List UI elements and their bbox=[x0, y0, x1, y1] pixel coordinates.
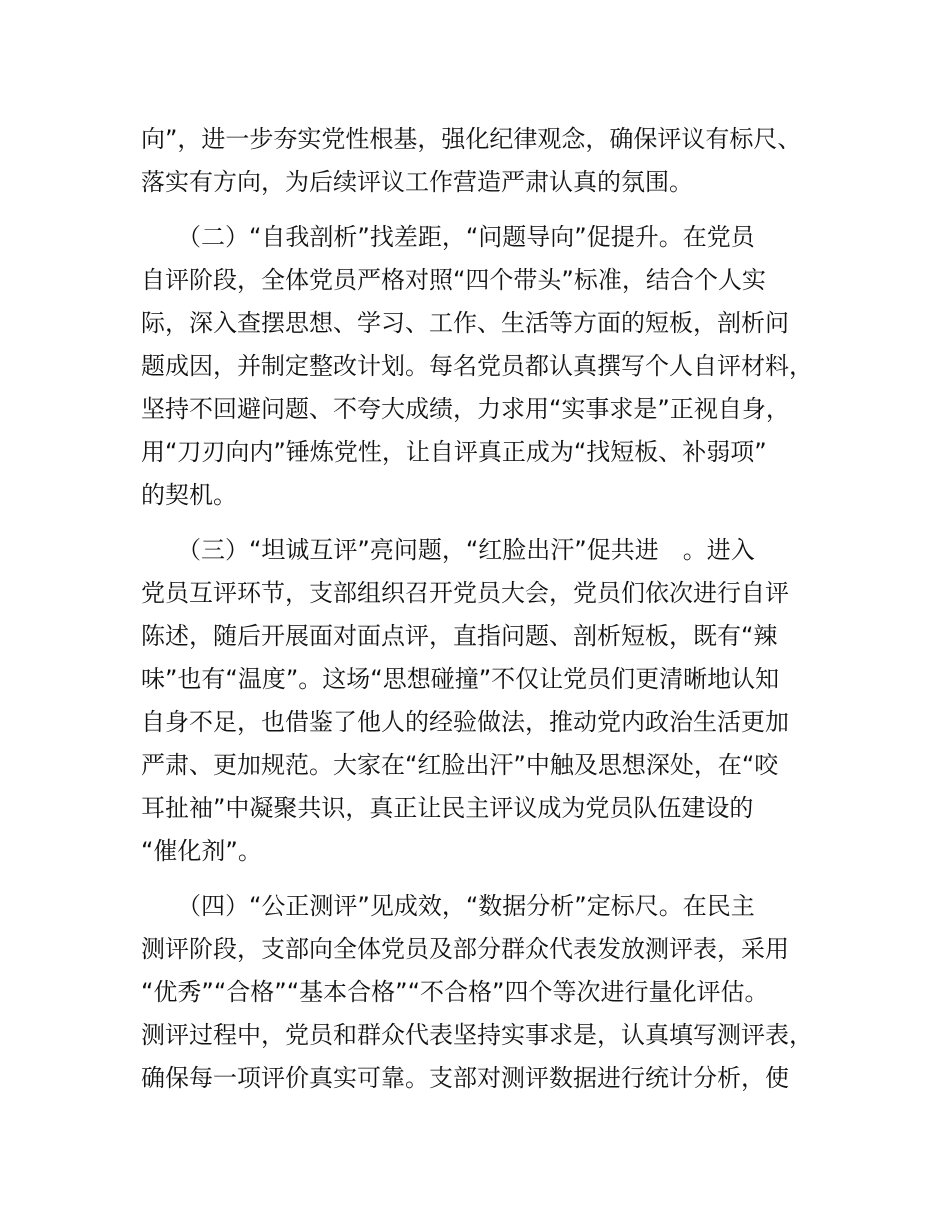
text-line: 落实有方向，为后续评议工作营造严肃认真的氛围。 bbox=[141, 168, 693, 196]
paragraph-gap bbox=[141, 873, 831, 885]
text-line: “优秀”“合格”“基本合格”“不合格”四个等次进行量化评估。 bbox=[141, 978, 769, 1006]
text-line: （四）“公正测评”见成效，“数据分析”定标尺。在民主 bbox=[141, 892, 755, 920]
text-line: 际，深入查摆思想、学习、工作、生活等方面的短板，剖析问 bbox=[141, 309, 789, 337]
text-line: 用“刀刃向内”锤炼党性，让自评真正成为“找短板、补弱项” bbox=[141, 438, 767, 466]
text-line: 确保每一项评价真实可靠。支部对测评数据进行统计分析，使 bbox=[141, 1064, 789, 1092]
text-line: 陈述，随后开展面对面点评，直指问题、剖析短板，既有“辣 bbox=[141, 622, 778, 650]
text-line: 坚持不回避问题、不夸大成绩，力求用“实事求是”正视自身， bbox=[141, 395, 790, 423]
text-line: （二）“自我剖析”找差距，“问题导向”促提升。在党员 bbox=[141, 223, 755, 251]
text-line: 测评阶段，支部向全体党员及部分群众代表发放测评表，采用 bbox=[141, 935, 789, 963]
text-line: 自评阶段，全体党员严格对照“四个带头”标准，结合个人实 bbox=[141, 266, 766, 294]
paragraph-gap bbox=[141, 517, 831, 529]
text-line: 自身不足，也借鉴了他人的经验做法，推动党内政治生活更加 bbox=[141, 708, 789, 736]
text-line: 严肃、更加规范。大家在“红脸出汗”中触及思想深处，在“咬 bbox=[141, 751, 779, 779]
text-line: 味”也有“温度”。这场“思想碰撞”不仅让党员们更清晰地认知 bbox=[141, 665, 780, 693]
document-body bbox=[141, 118, 831, 1100]
text-line: （三）“坦诚互评”亮问题，“红脸出汗”促共进 。进入 bbox=[141, 536, 755, 564]
text-line: 测评过程中，党员和群众代表坚持实事求是，认真填写测评表， bbox=[141, 1021, 813, 1049]
text-line: 向”，进一步夯实党性根基，强化纪律观念，确保评议有标尺、 bbox=[141, 125, 802, 153]
text-line: 的契机。 bbox=[141, 481, 237, 509]
text-line: “催化剂”。 bbox=[141, 837, 262, 865]
paragraph-gap bbox=[141, 204, 831, 216]
text-line: 耳扯袖”中凝聚共识，真正让民主评议成为党员队伍建设的 bbox=[141, 794, 754, 822]
text-line: 党员互评环节，支部组织召开党员大会，党员们依次进行自评 bbox=[141, 579, 789, 607]
text-line: 题成因，并制定整改计划。每名党员都认真撰写个人自评材料， bbox=[141, 352, 813, 380]
